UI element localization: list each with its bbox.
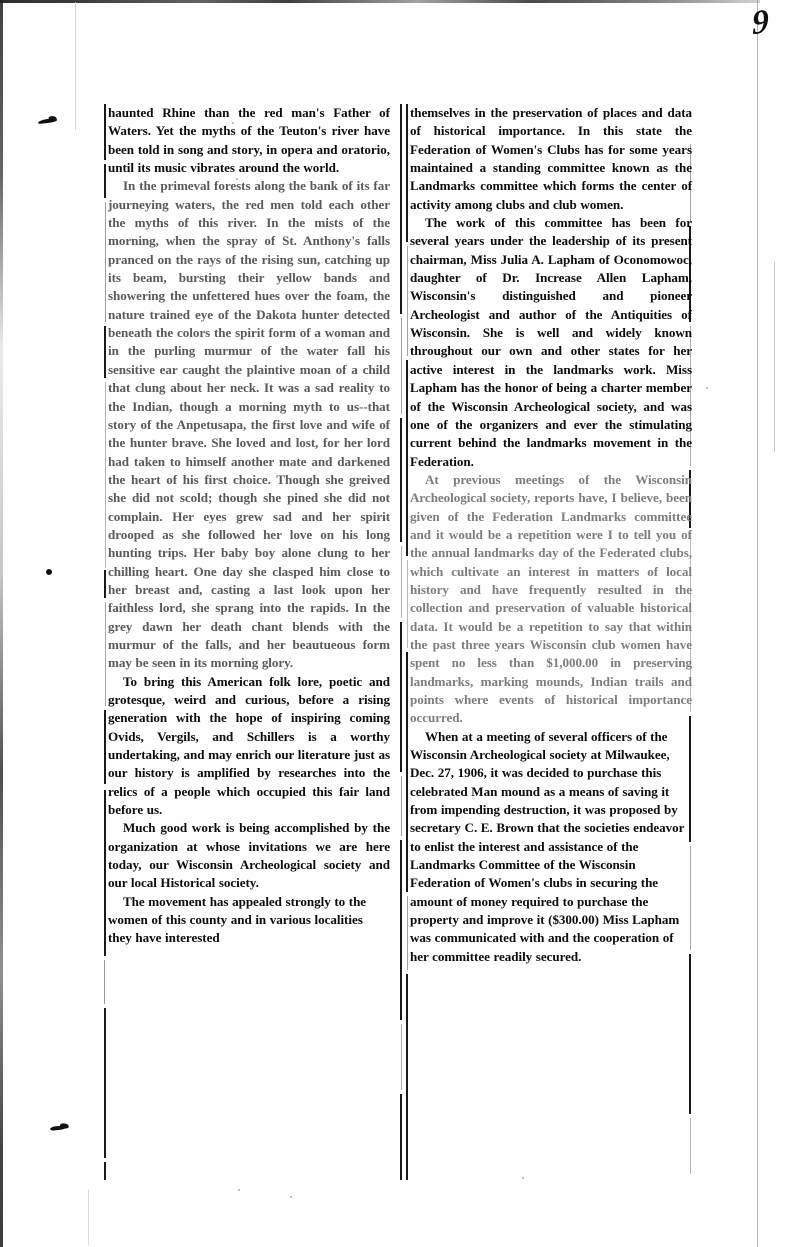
column-rule-middle	[400, 840, 402, 1020]
margin-blotch-bottom	[50, 1125, 67, 1131]
text-column-right	[410, 104, 692, 1180]
column-rule-middle	[400, 104, 402, 314]
scan-speck	[706, 387, 708, 389]
column-rule-middle	[400, 622, 402, 772]
column-rule-middle	[400, 418, 402, 542]
paragraph: Much good work is being accomplished by the organization at whose invitations we are here today, our Wisconsin Archeological society and our local Historical society.	[108, 820, 390, 891]
paragraph: The movement has appealed strongly to the women of this county and in various localities they have interested	[108, 893, 367, 946]
column-rule-middle-inner	[406, 652, 408, 892]
column-rule-middle-inner	[406, 104, 408, 242]
page-fold-line-bottom	[88, 1190, 89, 1245]
margin-blotch-top	[38, 118, 57, 125]
newspaper-clipping	[104, 104, 696, 1180]
column-rule-middle-inner	[406, 974, 408, 1180]
column-rule-left	[105, 202, 106, 322]
column-rule-left	[105, 602, 106, 706]
column-rule-middle	[401, 1024, 402, 1090]
page-fold-line-top	[75, 2, 76, 130]
column-rule-left	[105, 382, 106, 568]
column-rule-middle	[401, 318, 402, 414]
page-right-edge	[757, 0, 758, 1247]
column-rule-middle	[400, 1094, 402, 1180]
scan-top-edge-artifact	[0, 0, 760, 3]
scan-left-edge-artifact	[0, 0, 3, 1247]
scan-speck	[238, 1189, 240, 1191]
column-rule-left	[104, 104, 106, 160]
column-rule-middle-inner	[407, 246, 408, 356]
column-rule-left	[104, 570, 106, 598]
column-rule-middle-inner	[406, 360, 408, 556]
column-rule-left	[104, 1008, 106, 1158]
paragraph: To bring this American folk lore, poetic and grotesque, weird and curious, before a rising generation with the hope of inspiring coming Ovids, Vergils, and Schillers is a worthy undertaking, and may enrich our literature just as our history is amplified by researches into the relics of a people which occupied this fair land before us.	[108, 673, 390, 818]
scan-speck	[290, 1196, 292, 1198]
folio-number: 9	[751, 2, 770, 43]
paragraph: themselves in the preservation of places and data of historical importance. In this state the Federation of Women's Clubs has for some years maintained a standing committee known as the Landmarks committee which forms the center of activity among clubs and club women.	[410, 105, 692, 212]
paragraph: At previous meetings of the Wisconsin Archeological society, reports have, I believe, been given of the Federation Landmarks committee and it would be a repetition were I to tell you of the annual landmarks day of the Federated clubs, which cultivate an interest in matters of local history and have frequently resulted in the collection and preservation of valuable historical data. It would be a repetition to say that within the past three years Wisconsin club women have spent no less than $1,000.00 in preserving landmarks, marking mounds, Indian trails and points where events of historical importance occurred.	[410, 471, 692, 726]
paragraph: haunted Rhine than the red man's Father of Waters. Yet the myths of the Teuton's river have been told in song and story, in opera and oratorio, until its music vibrates around the world.	[108, 105, 390, 176]
paragraph: In the primeval forests along the bank of its far journeying waters, the red men told each other the myths of this river. In the mists of the morning, when the spray of St. Anthony's falls pranced on the rays of the rising sun, catching up its beam, bursting their yellow bands and showering the unfettered hues over the foam, the nature trained eye of the Dakota hunter detected beneath the colors the spirit form of a woman and in the purling murmur of the water fall his sensitive ear caught the plaintive moan of a child that clung about her neck. It was a sad reality to the Indian, though a morning myth to us--that story of the Anpetusapa, the first love and wife of the hunter brave. She loved and lost, for her lord had taken to himself another mate and darkened the heart of his first choice. Though she greived she did not scold; though she pined she did not complain. Her eyes grew sad and her spirit drooped as she followed her love on his long hunting trips. Her baby boy alone clung to her chilling heart. One day she clasped him close to her breast and, casting a last look upon her faithless lord, she sprang into the rapids. In the grey dawn her death chant blends with the murmur of the falls, and her beautueous form may be seen in its morning glory.	[108, 178, 390, 671]
column-rule-left	[104, 1162, 106, 1180]
column-rule-left	[104, 790, 106, 956]
column-rule-left	[104, 164, 106, 198]
column-rule-middle	[401, 546, 402, 618]
paragraph: When at a meeting of several officers of the Wisconsin Archeological society at Milwaukee, Dec. 27, 1906, it was decided to purchase this celebrated Man mound as a means of saving it from impending destruction, it was proposed by secretary C. E. Brown that the societies endeavor to enlist the interest and assistance of the Landmarks Committee of the Wisconsin Federation of Women's clubs in securing the amount of money required to purchase the property and improve it ($300.00) Miss Lapham was communicated with and the cooperation of her committee readily secured.	[410, 728, 685, 964]
paragraph: The work of this committee has been for several years under the leadership of its present chairman, Miss Julia A. Lapham of Oconomowoc, daughter of Dr. Increase Allen Lapham, Wisconsin's distinguished and pioneer Archeologist and author of the Antiquities of Wisconsin. She is well and widely known throughout our own and other states for her active interest in the landmarks work. Miss Lapham has the honor of being a charter member of the Wisconsin Archeological society, and was one of the organizers and ever the stimulating current behind the landmarks movement in the Federation.	[410, 215, 692, 469]
page-right-edge-faint	[774, 262, 775, 452]
column-rule-middle-inner	[407, 896, 408, 970]
column-rule-middle-inner	[407, 560, 408, 648]
column-rule-left	[104, 960, 105, 1004]
column-rule-middle	[401, 776, 402, 836]
margin-blotch-middle	[46, 569, 52, 575]
text-column-left	[108, 104, 390, 1180]
column-rule-left	[104, 710, 106, 784]
column-rule-left	[104, 326, 106, 378]
